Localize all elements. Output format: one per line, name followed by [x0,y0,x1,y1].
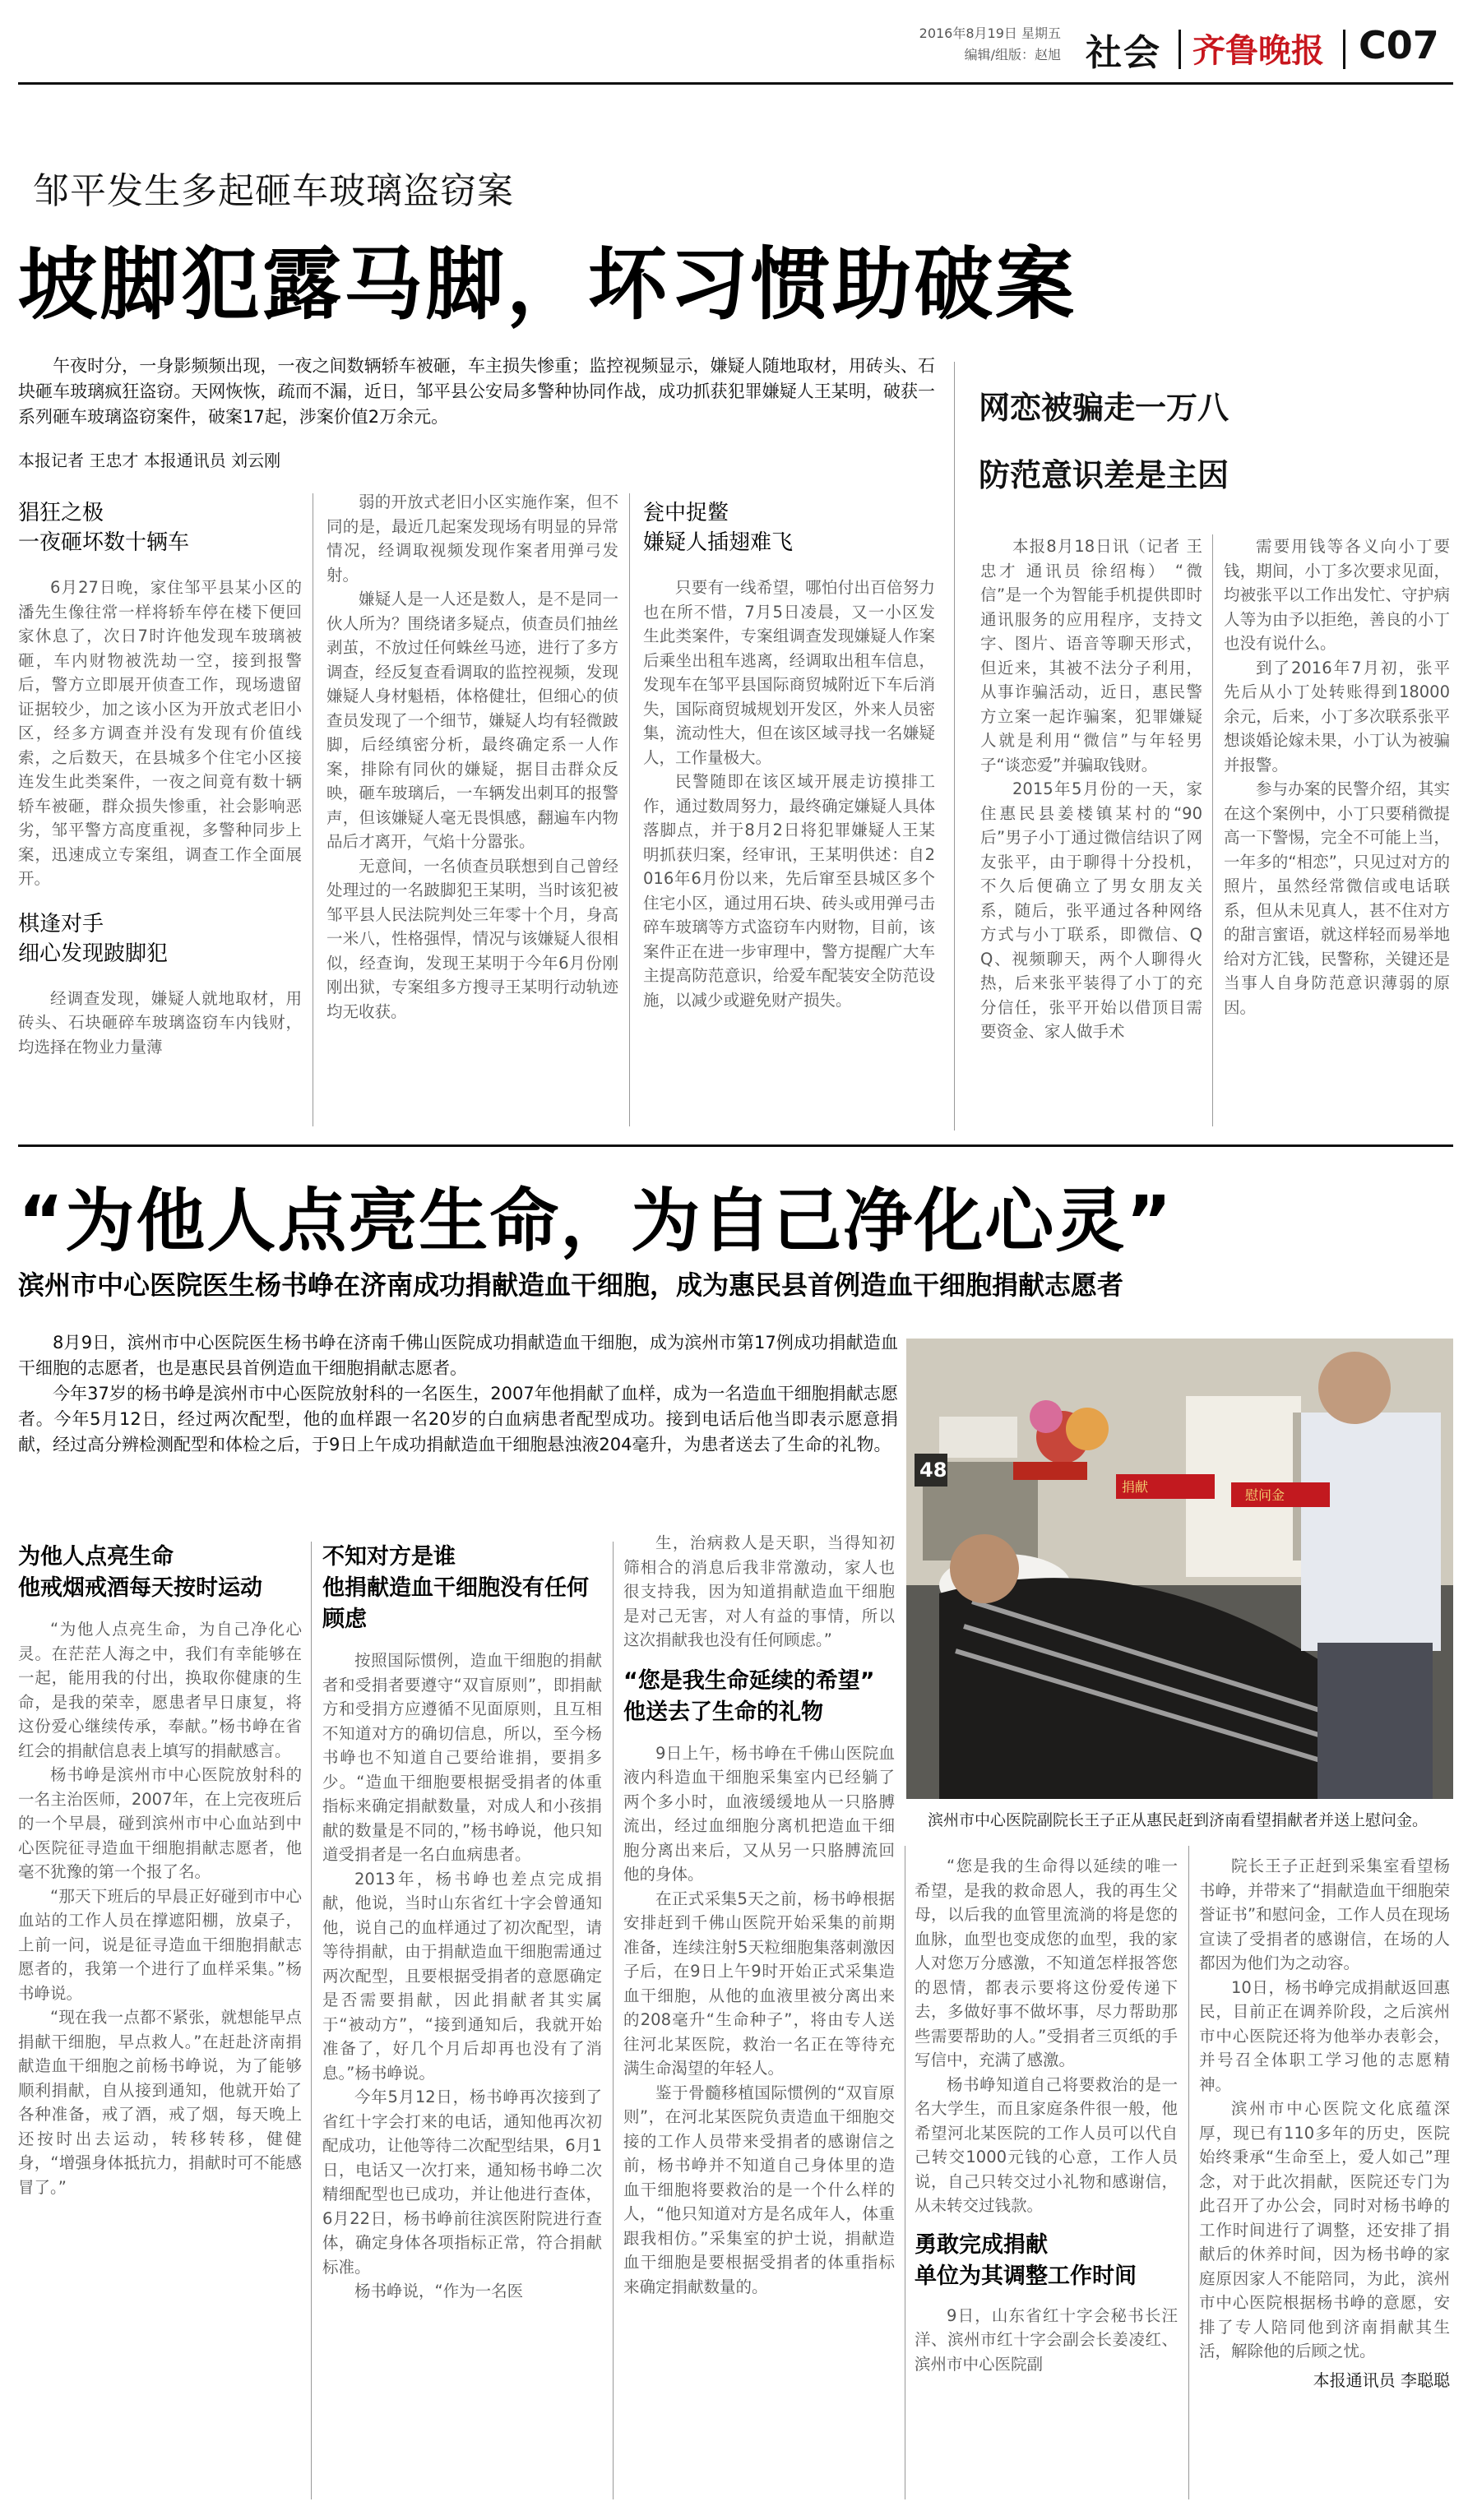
photo-illustration [906,1339,1453,1799]
column-rule [1212,534,1213,1126]
masthead-date: 2016年8月19日 星期五 [919,25,1061,41]
paragraph: 嫌疑人是一人还是数人，是不是同一伙人所为？围绕诸多疑点，侦查员们抽丝剥茧，不放过任何蛛丝马迹，进行了多方调查，经反复查看调取的监控视频，发现嫌疑人身材魁梧，体格健壮，但细心的侦查员发现了一个细节，嫌疑人均有轻微跛脚，后经缜密分析，最终确定系一人作案，排除有同伙的嫌疑，据目击群众反映，砸车玻璃后，一车辆发出刺耳的报警声，但该嫌疑人毫无畏惧感，翻遍车内物品后才离开，气焰十分嚣张。 [326,590,618,851]
subhead: 单位为其调整工作时间 [915,2263,1137,2289]
sidebar-divider [954,362,955,1131]
paragraph: 经调查发现，嫌疑人就地取材，用砖头、石块砸碎车玻璃盗窃车内钱财，均选择在物业力量薄 [18,988,302,1057]
paragraph: 只要有一线希望，哪怕付出百倍努力也在所不惜，7月5日凌晨，又一小区发生此类案件，专案组调查发现嫌疑人作案后乘坐出租车逃离，经调取出租车信息，发现车在邹平县国际商贸城附近下车后消失，国际商贸城规划开发区，外来人员密集，流动性大，但在该区域寻找一名嫌疑人，工作量极大。 [643,578,935,767]
subhead: 为他人点亮生命 [18,1544,174,1570]
paragraph: 弱的开放式老旧小区实施作案，但不同的是，最近几起案发现场有明显的异常情况，经调取视频发现作案者用弹弓发射。 [326,492,618,585]
subhead: 棋逢对手 [18,911,104,936]
article1-byline: 本报记者 王忠才 本报通讯员 刘云刚 [18,451,281,470]
article2-col1 [18,1542,302,2504]
paragraph: 到了2016年7月初，张平先后从小丁处转账得到18000余元，后来，小丁多次联系张平想谈婚论嫁未果，小丁认为被骗并报警。 [1224,658,1450,774]
section-rule [18,1144,1453,1147]
masthead-rule [18,82,1453,85]
paragraph: 生，治病救人是天职，当得知初筛相合的消息后我非常激动，家人也很支持我，因为知道捐献造血干细胞是对己无害，对人有益的事情，所以这次捐献我也没有任何顾虑。” [623,1533,895,1649]
subhead: 不知对方是谁 [322,1544,456,1570]
article2-lead: 今年37岁的杨书峥是滨州市中心医院放射科的一名医生，2007年他捐献了血样，成为一名造血干细胞捐献志愿者。今年5月12日，经过两次配型，他的血样跟一名20岁的白血病患者配型成功。接到电话后他当即表示愿意捐献，经过高分辨检测配型和体检之后，于9日上午成功捐献造血干细胞悬浊液204毫升，为患者送去了生命的礼物。 [18,1384,898,1454]
subhead: 他戒烟戒酒每天按时运动 [18,1575,262,1601]
subhead: “您是我生命延续的希望” [623,1667,875,1694]
article1-col1 [18,493,302,1131]
paragraph: 9日，山东省红十字会秘书长汪洋、滨州市红十字会副会长姜凌红、滨州市中心医院副 [915,2305,1178,2374]
subhead: 他捐献造血干细胞没有任何顾虑 [322,1575,589,1632]
subhead: 猖狂之极 [18,501,104,525]
article1-col2 [326,490,618,1131]
paragraph: 院长王子正赶到采集室看望杨书峥，并带来了“捐献造血干细胞荣誉证书”和慰问金，工作人员在现场宣读了受捐者的感谢信，在场的人都因为他们为之动容。 [1199,1856,1450,1972]
paragraph: 6月27日晚，家住邹平县某小区的潘先生像往常一样将轿车停在楼下便回家休息了，次日7时许他发现车玻璃被砸，车内财物被洗劫一空，接到报警后，警方立即展开侦查工作，现场遗留证据较少，加之该小区为开放式老旧小区，经多方调查并没有发现有价值线索，之后数天，在县城多个住宅小区接连发生此类案件，一夜之间竟有数十辆轿车被砸，群众损失惨重，社会影响恶劣，邹平警方高度重视，多警种同步上案，迅速成立专案组，调查工作全面展开。 [18,578,302,888]
paragraph: 民警随即在该区域开展走访摸排工作，通过数周努力，最终确定嫌疑人具体落脚点，并于8月2日将犯罪嫌疑人王某明抓获归案，经审讯，王某明供述：自2016年6月份以来，先后窜至县城区多个住宅小区，通过用石块、砖头或用弹弓击碎车玻璃等方式盗窃车内财物，目前，该案件正在进一步审理中，警方提醒广大车主提高防范意识，给爱车配装安全防范设施，以减少或避免财产损失。 [643,772,935,1010]
paragraph: 本报8月18日讯（记者 王忠才 通讯员 徐绍梅） “微信”是一个为智能手机提供即时通讯服务的应用程序，支持文字、图片、语音等聊天形式，但近来，其被不法分子利用，从事诈骗活动，近日，惠民警方立案一起诈骗案，犯罪嫌疑人就是利用“微信”与年轻男子“谈恋爱”并骗取钱财。 [980,537,1202,774]
article1-col3 [643,493,935,1131]
article2-col4 [915,1854,1178,2504]
article2-deck: 滨州市中心医院医生杨书峥在济南成功捐献造血干细胞，成为惠民县首例造血干细胞捐献志愿者 [18,1269,1124,1301]
masthead-editor: 编辑/组版：赵旭 [964,47,1061,62]
article1-headline: 坡脚犯露马脚，坏习惯助破案 [18,238,1077,331]
paragraph: “您是我的生命得以延续的唯一希望，是我的救命恩人，我的再生父母，以后我的血管里流淌的将是您的血脉，血型也变成您的血型，我的家人对您万分感激，不知道怎样报答您的恩情，都表示要将这份爱传递下去，多做好事不做坏事，尽力帮助那些需要帮助的人。”受捐者三页纸的手写信中，充满了感激。 [915,1856,1178,2069]
paragraph: 2013年，杨书峥也差点完成捐献，他说，当时山东省红十字会曾通知他，说自己的血样通过了初次配型，请等待捐献，由于捐献造血干细胞需通过两次配型，且要根据受捐者的意愿确定是否需要捐献，因此捐献者其实属于“被动方”，“接到通知后，我就开始准备了，好几个月后却再也没有了消息。”杨书峥说。 [322,1869,602,2083]
paragraph: 滨州市中心医院文化底蕴深厚，现已有110多年的历史，医院始终秉承“生命至上，爱人如己”理念，对于此次捐献，医院还专门为此召开了办公会，同时对杨书峥的工作时间进行了调整，还安排了捐献后的休养时间，因为杨书峥的家庭原因家人不能陪同，为此，滨州市中心医院根据杨书峥的意愿，安排了专人陪同他到济南捐献其生活，解除他的后顾之忧。 [1199,2099,1450,2360]
paragraph: 无意间，一名侦查员联想到自己曾经处理过的一名跛脚犯王某明，当时该犯被邹平县人民法院判处三年零十个月，身高一米八，性格强悍，情况与该嫌疑人很相似，经查询，发现王某明于今年6月份刚刚出狱，专案组多方搜寻王某明行动轨迹均无收获。 [326,856,618,1021]
photo-banner: 捐献 [1122,1479,1149,1495]
newspaper-logo: 齐鲁晚报 [1192,31,1324,70]
section-name: 社会 [1086,32,1161,74]
sidebar-col2 [1224,534,1450,1131]
subhead: 细心发现跛脚犯 [18,941,169,966]
paragraph: 10日，杨书峥完成捐献返回惠民，目前正在调养阶段，之后滨州市中心医院还将为他举办表彰会，并号召全体职工学习他的志愿精神。 [1199,1977,1450,2094]
paragraph: “为他人点亮生命，为自己净化心灵。在茫茫人海之中，我们有幸能够在一起，能用我的付出，换取你健康的生命，是我的荣幸，愿患者早日康复，将这份爱心继续传承，奉献。”杨书峥在省红会的捐献信息表上填写的捐献感言。 [18,1620,302,1760]
paragraph: 杨书峥说，“作为一名医 [354,2282,524,2300]
paragraph: 需要用钱等各义向小丁要钱，期间，小丁多次要求见面，均被张平以工作出发忙、守护病人等为由予以拒绝，善良的小丁也没有说什么。 [1224,537,1450,653]
subhead: 勇敢完成捐献 [915,2231,1048,2258]
article2-headline: “为他人点亮生命，为自己净化心灵” [18,1181,1174,1261]
column-rule [311,1542,312,2499]
subhead: 他送去了生命的礼物 [623,1699,823,1725]
paragraph: 按照国际惯例，造血干细胞的捐献者和受捐者要遵守“双盲原则”，即捐献方和受捐方应遵循不见面原则，且互相不知道对方的确切信息，所以，至今杨书峥也不知道自己要给谁捐，要捐多少。“造血干细胞要根据受捐者的体重指标来确定捐献数量，对成人和小孩捐献的数量是不同的，”杨书峥说，他只知道受捐者是一名白血病患者。 [322,1651,602,1864]
photo-caption: 滨州市中心医院副院长王子正从惠民赶到济南看望捐献者并送上慰问金。 [928,1811,1429,1829]
article2-byline: 本报通讯员 李聪聪 [1313,2370,1450,2390]
article2-col5 [1199,1854,1450,2504]
article1-kicker: 邹平发生多起砸车玻璃盗窃案 [33,170,514,212]
photo-banner: 慰问金 [1245,1487,1285,1503]
column-rule [613,1542,614,2499]
sidebar-col1 [980,534,1202,1131]
subhead: 嫌疑人插翅难飞 [643,530,794,555]
article1-lead: 午夜时分，一身影频频出现，一夜之间数辆轿车被砸，车主损失惨重；监控视频显示，嫌疑人随地取材，用砖头、石块砸车玻璃疯狂盗窃。天网恢恢，疏而不漏，近日，邹平县公安局多警种协同作战，成功抓获犯罪嫌疑人王某明，破获一系列砸车玻璃盗窃案件，破案17起，涉案价值2万余元。 [18,356,935,427]
photo-room-number: 48 [919,1459,947,1482]
article2-col2 [322,1542,602,2504]
paragraph: 参与办案的民警介绍，其实在这个案例中，小丁只要稍微提高一下警惕，完全不可能上当，一年多的“相恋”，只见过对方的照片，虽然经常微信或电话联系，但从未见真人，甚不住对方的甜言蜜语，就这样轻而易举地给对方汇钱，民警称，关键还是当事人自身防范意识薄弱的原因。 [1224,779,1450,1017]
paragraph: 在正式采集5天之前，杨书峥根据安排赶到千佛山医院开始采集的前期准备，连续注射5天粒细胞集落刺激因子后，在9日上午9时开始正式采集造血干细胞，从他的血液里被分离出来的208毫升“生命种子”，将由专人送往河北某医院，救治一名正在等待充满生命渴望的年轻人。 [623,1889,895,2078]
subhead: 瓮中捉鳖 [643,501,729,525]
paragraph: 杨书峥是滨州市中心医院放射科的一名主治医师，2007年，在上完夜班后的一个早晨，碰到滨州市中心血站到中心医院征寻造血干细胞捐献志愿者，他毫不犹豫的第一个报了名。 [18,1765,302,1881]
news-photo [906,1339,1453,1799]
paragraph: 9日上午，杨书峥在千佛山医院血液内科造血干细胞采集室内已经躺了两个多小时，血液缓缓地从一只胳膊流出，经过血细胞分离机把造血干细胞分离出来后，又从另一只胳膊流回他的身体。 [623,1743,895,1884]
column-rule [629,493,630,1126]
article2-col3 [623,1531,895,2504]
paragraph: 2015年5月份的一天，家住惠民县姜楼镇某村的“90后”男子小丁通过微信结识了网友张平，由于聊得十分投机，不久后便确立了男女朋友关系，随后，张平通过各种网络方式与小丁联系，即微信、QQ、视频聊天，两个人聊得火热，后来张平装得了小丁的充分信任，张平开始以借顶目需要资金、家人做手术 [980,779,1202,1041]
paragraph: “那天下班后的早晨正好碰到市中心血站的工作人员在撑遮阳棚，放桌子，上前一问，说是征寻造血干细胞捐献志愿者的，我第一个进行了血样采集。”杨书峥说。 [18,1886,302,2003]
page-number: C07 [1359,23,1439,67]
sidebar-headline: 网恋被骗走一万八 [979,390,1230,426]
column-rule [1188,1846,1189,2499]
subhead: 一夜砸坏数十辆车 [18,530,190,555]
paragraph: 杨书峥知道自己将要救治的是一名大学生，而且家庭条件很一般，他希望河北某医院的工作人员可以代自己转交1000元钱的心意，工作人员说，自己只转交过小礼物和感谢信，从未转交过钱款。 [915,2074,1178,2215]
sidebar-headline: 防范意识差是主因 [979,457,1230,493]
masthead-divider [1343,30,1345,69]
paragraph: 鉴于骨髓移植国际惯例的“双盲原则”，在河北某医院负责造血干细胞交接的工作人员带来受捐者的感谢信之前，杨书峥并不知道自己身体里的造血干细胞将要救治的是一个什么样的人，“他只知道对方是名成年人，体重跟我相仿。”采集室的护士说，捐献造血干细胞是要根据受捐者的体重指标来确定捐献数量的。 [623,2083,895,2296]
masthead-divider [1179,30,1181,69]
article2-lead: 8月9日，滨州市中心医院医生杨书峥在济南千佛山医院成功捐献造血干细胞，成为滨州市第17例成功捐献造血干细胞的志愿者，也是惠民县首例造血干细胞捐献志愿者。 [18,1333,898,1378]
paragraph: 今年5月12日，杨书峥再次接到了省红十字会打来的电话，通知他再次初配成功，让他等待二次配型结果，6月1日，电话又一次打来，通知杨书峥二次精细配型也已成功，并让他进行查体，6月22日，杨书峥前往滨医附院进行查体，确定身体各项指标正常，符合捐献标准。 [322,2088,602,2277]
paragraph: “现在我一点都不紧张，就想能早点捐献干细胞，早点救人。”在赶赴济南捐献造血干细胞之前杨书峥说，为了能够顺利捐献，自从接到通知，他就开始了各种准备，戒了酒，戒了烟，每天晚上还按时出去运动，转移转移，健健身，“增强身体抵抗力，捐献时可不能感冒了。” [18,2008,302,2197]
